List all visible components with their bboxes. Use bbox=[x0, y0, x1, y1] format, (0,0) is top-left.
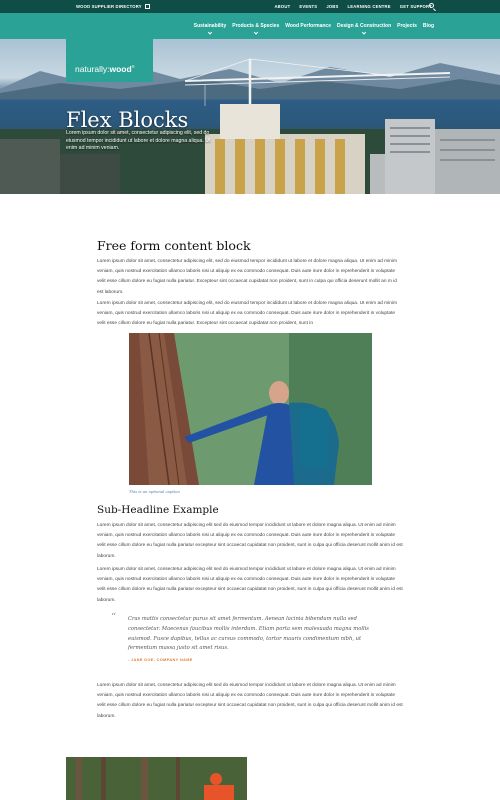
directory-label: WOOD SUPPLIER DIRECTORY bbox=[76, 4, 142, 9]
body-paragraph: Lorem ipsum dolor sit amet, consectetur adipiscing elit sed do eiusmod tempor incididunt ut labore et dolore magna aliqua. Ut enim ad minim veniam, quis nostrud exercitation ullamco laboris nisi ut aliquip ex ea commodo consequat. Duis aute irure dolor in reprehenderit in voluptate velit esse cillum dolore eu fugiat nulla pariatur excepteur sint occaecat cupidatat non proident, sunt in culpa qui officia deserunt mollit anim id est laborum. bbox=[97, 683, 403, 719]
quote-mark-icon: “ bbox=[111, 612, 117, 623]
hero-banner bbox=[0, 39, 500, 194]
utility-link-events[interactable]: EVENTS bbox=[299, 4, 318, 9]
chevron-down-icon bbox=[254, 30, 258, 34]
body-paragraph: Lorem ipsum dolor sit amet, consectetur adipiscing elit sed do eiusmod tempor incididunt ut labore et dolore magna aliqua. Ut enim ad minim veniam, quis nostrud exercitation ullamco laboris nisi ut aliquip ex ea commodo consequat. Duis aute irure dolor in reprehenderit in voluptate velit esse cillum dolore eu fugiat nulla pariatur excepteur sint occaecat cupidatat non proident, sunt in culpa qui officia deserunt mollit anim id est laborum. bbox=[97, 523, 403, 559]
nav-item-blog[interactable] bbox=[423, 23, 434, 29]
quote-text: Cras mattis consectetur purus sit amet fermentum. Aenean lacinia bibendum nulla sed consectetur. Maecenas faucibus mollis interdum. Etiam porta sem malesuada magna mollis euismod. Fusce dapibus, tellus ac cursus commodo, tortor mauris condimentum nibh, ut fermentum massa justo sit amet risus. bbox=[128, 616, 369, 652]
external-link-icon bbox=[145, 4, 150, 9]
naturally-wood-logo[interactable] bbox=[66, 39, 153, 82]
chevron-down-icon bbox=[362, 30, 366, 34]
nav-item-projects[interactable] bbox=[397, 23, 417, 29]
nav-label: Wood Performance bbox=[285, 23, 331, 29]
photo-illustration bbox=[66, 757, 247, 800]
logo-registered-mark: ® bbox=[131, 64, 135, 70]
hero-subtitle: Lorem ipsum dolor sit amet, consectetur adipiscing elit, sed do eiusmod tempor incididunt ut labore et dolore magna aliqua. Ut enim ad minim veniam. bbox=[66, 130, 211, 152]
nav-item-wood-performance[interactable] bbox=[285, 23, 331, 29]
nav-label: Projects bbox=[397, 23, 417, 29]
forest-workers-photo bbox=[66, 757, 247, 800]
search-icon[interactable] bbox=[429, 3, 434, 8]
nav-label: Sustainability bbox=[193, 23, 227, 29]
utility-link-jobs[interactable]: JOBS bbox=[326, 4, 339, 9]
sub-headline: Sub-Headline Example bbox=[97, 504, 219, 516]
body-paragraph: Lorem ipsum dolor sit amet, consectetur adipiscing elit, sed do eiusmod tempor incididunt ut labore et dolore magna aliqua. Ut enim ad minim veniam, quis nostrud exercitation ullamco laboris nisi ut aliquip ex ea commodo consequat. Duis aute irure dolor in reprehenderit in voluptate velit esse cillum dolore eu fugiat nulla pariatur. Excepteur sint occaecat cupidatat non proident, sunt in bbox=[97, 301, 397, 327]
utility-links bbox=[274, 4, 432, 9]
hiker-tree-photo bbox=[129, 333, 372, 485]
nav-label: Blog bbox=[422, 23, 434, 29]
pull-quote bbox=[111, 613, 391, 667]
chevron-down-icon bbox=[208, 30, 212, 34]
body-paragraph: Lorem ipsum dolor sit amet, consectetur adipiscing elit sed do eiusmod tempor incididunt ut labore et dolore magna aliqua. Ut enim ad minim veniam, quis nostrud exercitation ullamco laboris nisi ut aliquip ex ea commodo consequat. Duis aute irure dolor in reprehenderit in voluptate velit esse cillum dolore eu fugiat nulla pariatur excepteur sint occaecat cupidatat non proident, sunt in culpa qui officia deserunt mollit anim id est laborum. bbox=[97, 567, 403, 603]
main-navigation bbox=[0, 13, 500, 39]
utility-link-about[interactable]: ABOUT bbox=[274, 4, 291, 9]
utility-bar bbox=[0, 0, 500, 13]
logo-text-naturally: naturally: bbox=[75, 64, 110, 74]
logo-text-wood: wood bbox=[109, 64, 132, 74]
nav-label: Design & Construction bbox=[336, 23, 392, 29]
section-heading: Free form content block bbox=[97, 238, 251, 253]
nav-item-design-construction[interactable] bbox=[337, 23, 391, 29]
body-paragraph: Lorem ipsum dolor sit amet, consectetur adipiscing elit, sed do eiusmod tempor incididunt ut labore et dolore magna aliqua. Ut enim ad minim veniam, quis nostrud exercitation ullamco laboris nisi ut aliquip ex ea commodo consequat. Duis aute irure dolor in reprehenderit in voluptate velit esse cillum dolore eu fugiat nulla pariatur. Excepteur sint occaecat cupidatat non proident, sunt in culpa qui officia deserunt mollit an m id est laborum. bbox=[97, 259, 397, 295]
nav-item-sustainability[interactable] bbox=[194, 23, 227, 29]
nav-item-products-species[interactable] bbox=[232, 23, 279, 29]
quote-citation: - JANE DOE, COMPANY NAME bbox=[128, 658, 193, 662]
utility-link-learning-centre[interactable]: LEARNING CENTRE bbox=[347, 4, 391, 9]
photo-illustration bbox=[129, 333, 372, 485]
nav-label: Products & Species bbox=[232, 23, 280, 29]
wood-supplier-directory-link[interactable] bbox=[76, 4, 150, 9]
utility-link-get-support[interactable]: GET SUPPORT bbox=[399, 4, 432, 9]
photo-caption: This is an optional caption bbox=[129, 489, 180, 494]
page-title: Flex Blocks bbox=[66, 108, 189, 132]
